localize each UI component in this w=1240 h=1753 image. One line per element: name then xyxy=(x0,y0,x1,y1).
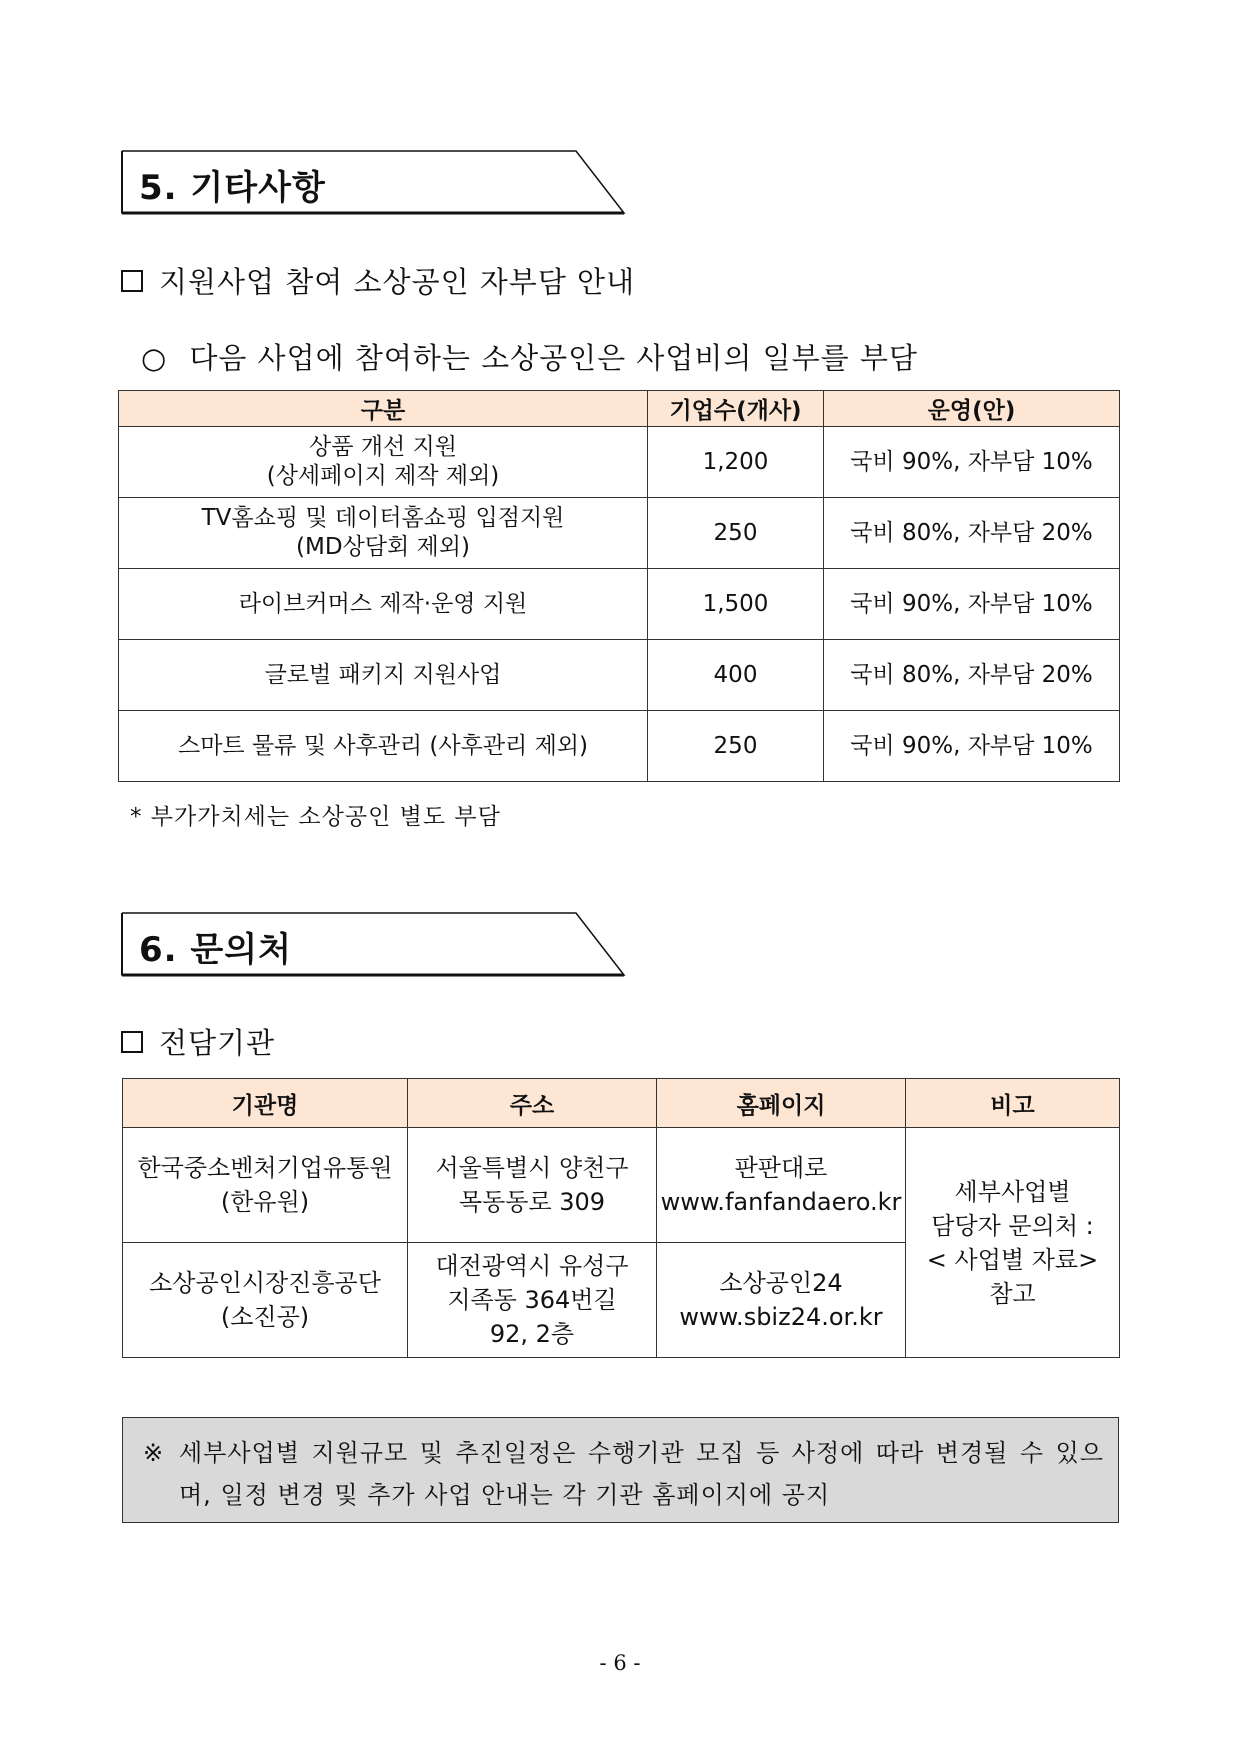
remark-cell xyxy=(906,1128,1120,1358)
section-5-heading xyxy=(121,150,621,214)
header-count: 기업수(개사) xyxy=(648,391,824,427)
bullet-text: 다음 사업에 참여하는 소상공인은 사업비의 일부를 부담 xyxy=(189,341,918,375)
section-6-heading xyxy=(121,912,621,976)
company-count: 250 xyxy=(648,498,824,569)
table-header-row xyxy=(119,391,1120,427)
program-name xyxy=(119,427,648,498)
header-category: 구분 xyxy=(119,391,648,427)
program-name: 스마트 물류 및 사후관리 (사후관리 제외) xyxy=(119,711,648,782)
section-5-subheading xyxy=(121,260,635,301)
operation-plan: 국비 80%, 자부담 20% xyxy=(824,640,1120,711)
bullet-line xyxy=(141,336,918,377)
self-pay-table xyxy=(118,390,1120,782)
program-name-line2: (상세페이지 제작 제외) xyxy=(266,463,500,489)
contact-table xyxy=(122,1078,1120,1358)
remark-line3: < 사업별 자료> xyxy=(926,1245,1099,1274)
subheading-text: 지원사업 참여 소상공인 자부담 안내 xyxy=(159,265,636,299)
remark-line2: 담당자 문의처 : xyxy=(931,1211,1094,1240)
circle-bullet-icon: ○ xyxy=(141,341,168,375)
org-abbr: (한유원) xyxy=(220,1188,310,1216)
remark-line4: 참고 xyxy=(989,1279,1036,1308)
header-remark: 비고 xyxy=(906,1079,1120,1128)
org-homepage xyxy=(657,1128,906,1243)
table-row xyxy=(119,569,1120,640)
notice-box xyxy=(122,1417,1119,1523)
header-org: 기관명 xyxy=(123,1079,408,1128)
page-number: - 6 - xyxy=(599,1651,641,1675)
table-row xyxy=(119,427,1120,498)
site-name: 소상공인24 xyxy=(719,1269,843,1297)
address-line2: 지족동 364번길 xyxy=(447,1286,617,1314)
checkbox-square-icon xyxy=(121,1031,143,1053)
section-6-title: 6. 문의처 xyxy=(139,930,292,970)
program-name: 글로벌 패키지 지원사업 xyxy=(119,640,648,711)
site-name: 판판대로 xyxy=(734,1154,828,1182)
site-url-link[interactable]: www.sbiz24.or.kr xyxy=(679,1303,883,1331)
operation-plan: 국비 90%, 자부담 10% xyxy=(824,711,1120,782)
org-address xyxy=(408,1243,657,1358)
program-name xyxy=(119,498,648,569)
vat-note: * 부가가치세는 소상공인 별도 부담 xyxy=(130,804,501,830)
operation-plan: 국비 80%, 자부담 20% xyxy=(824,498,1120,569)
table-row xyxy=(119,640,1120,711)
company-count: 400 xyxy=(648,640,824,711)
address-line3: 92, 2층 xyxy=(489,1320,575,1348)
program-name-line1: 상품 개선 지원 xyxy=(309,434,457,460)
org-name-line1: 한국중소벤처기업유통원 xyxy=(137,1154,393,1182)
site-url-link[interactable]: www.fanfandaero.kr xyxy=(660,1188,902,1216)
org-homepage xyxy=(657,1243,906,1358)
table-header-row xyxy=(123,1079,1120,1128)
checkbox-square-icon xyxy=(121,270,143,292)
address-line2: 목동동로 309 xyxy=(458,1188,606,1216)
address-line1: 서울특별시 양천구 xyxy=(435,1154,629,1182)
org-name xyxy=(123,1128,408,1243)
company-count: 250 xyxy=(648,711,824,782)
header-homepage: 홈페이지 xyxy=(657,1079,906,1128)
org-name-line1: 소상공인시장진흥공단 xyxy=(149,1269,381,1297)
company-count: 1,200 xyxy=(648,427,824,498)
program-name-line2: (MD상담회 제외) xyxy=(296,534,470,560)
org-name xyxy=(123,1243,408,1358)
table-row xyxy=(123,1128,1120,1243)
table-row xyxy=(119,498,1120,569)
program-name: 라이브커머스 제작·운영 지원 xyxy=(119,569,648,640)
table-row xyxy=(119,711,1120,782)
org-address xyxy=(408,1128,657,1243)
company-count: 1,500 xyxy=(648,569,824,640)
section-5-title: 5. 기타사항 xyxy=(139,168,326,208)
org-abbr: (소진공) xyxy=(220,1303,310,1331)
remark-line1: 세부사업별 xyxy=(954,1177,1071,1206)
header-address: 주소 xyxy=(408,1079,657,1128)
program-name-line1: TV홈쇼핑 및 데이터홈쇼핑 입점지원 xyxy=(201,505,565,531)
operation-plan: 국비 90%, 자부담 10% xyxy=(824,427,1120,498)
subheading-text: 전담기관 xyxy=(159,1026,276,1060)
header-plan: 운영(안) xyxy=(824,391,1120,427)
address-line1: 대전광역시 유성구 xyxy=(435,1252,629,1280)
operation-plan: 국비 90%, 자부담 10% xyxy=(824,569,1120,640)
section-6-subheading xyxy=(121,1021,275,1062)
reference-mark-icon: ※ xyxy=(143,1439,164,1467)
notice-text: 세부사업별 지원규모 및 추진일정은 수행기관 모집 등 사정에 따라 변경될 수 있으며, 일정 변경 및 추가 사업 안내는 각 기관 홈페이지에 공지 xyxy=(179,1439,1104,1509)
